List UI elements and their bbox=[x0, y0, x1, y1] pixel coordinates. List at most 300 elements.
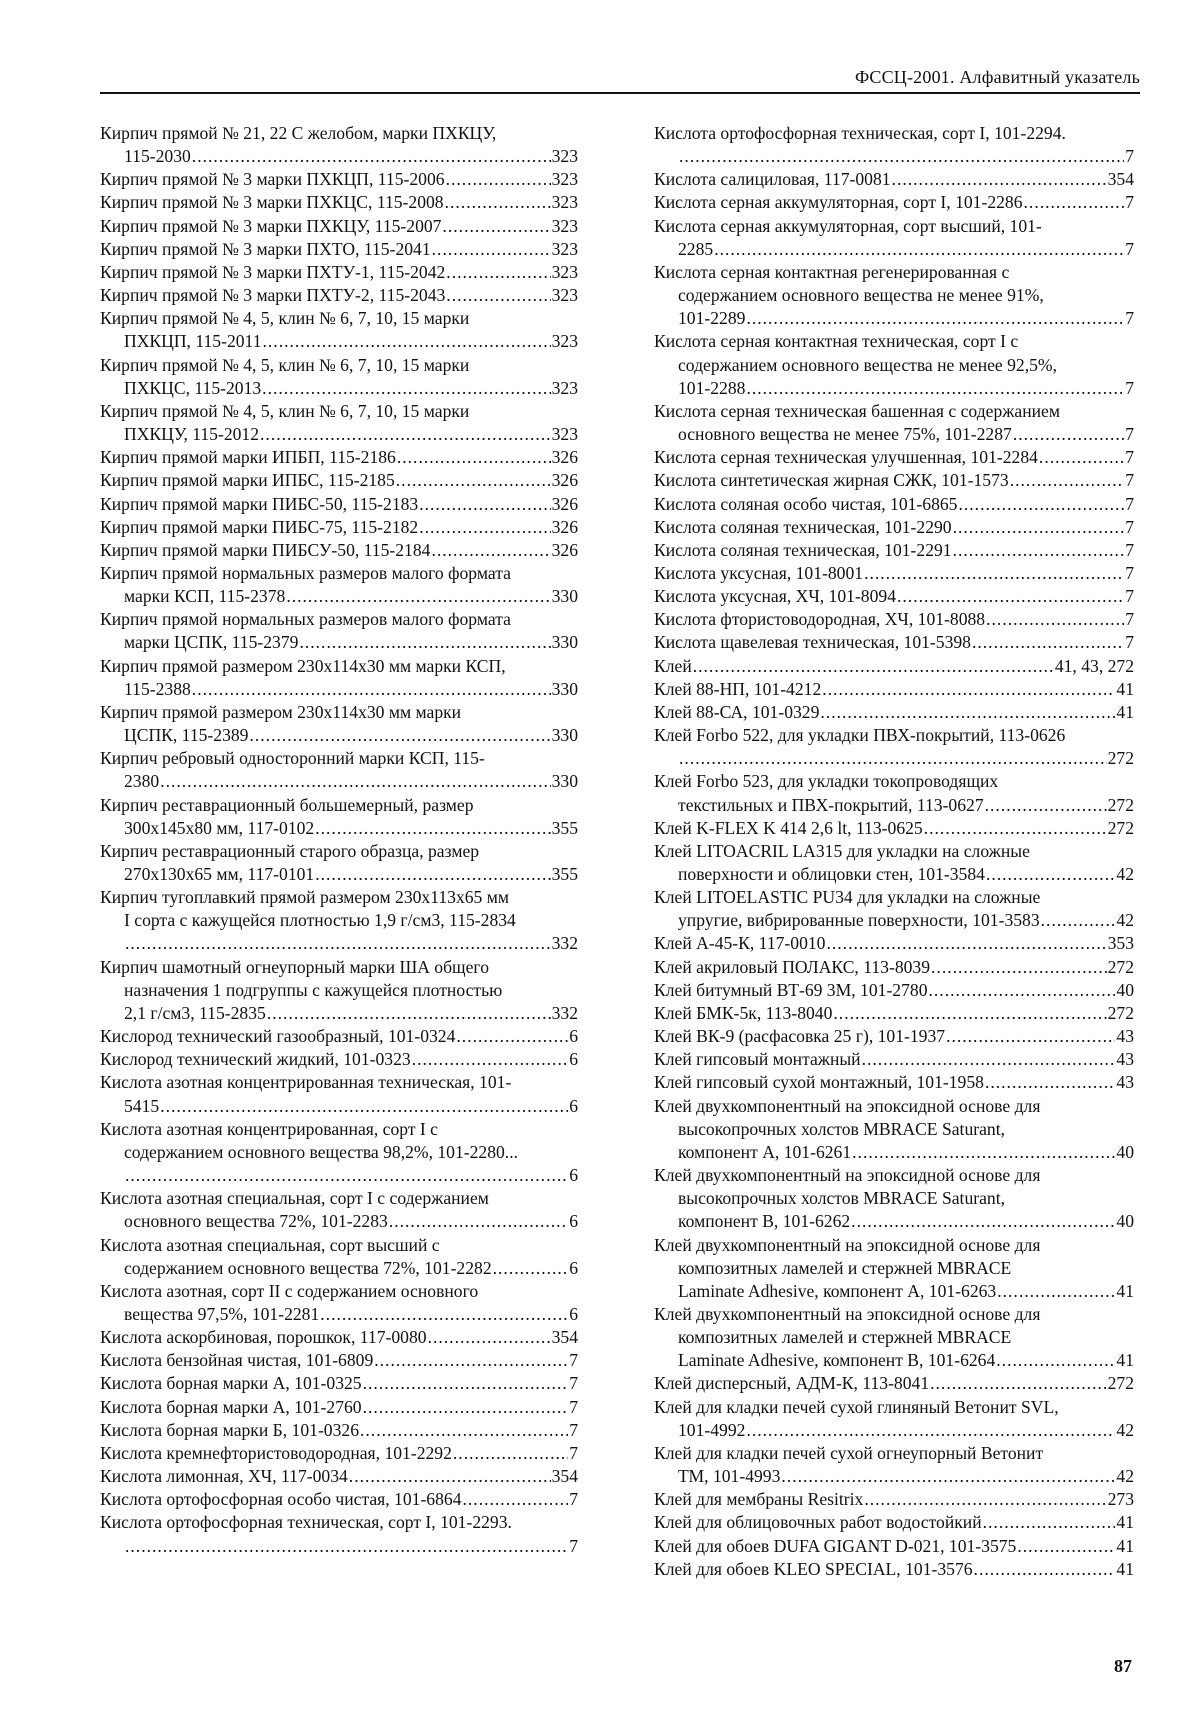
entry-term: Клей K-FLEX K 414 2,6 lt, 113-0625 bbox=[654, 817, 923, 838]
entry-term: Клей гипсовый монтажный bbox=[654, 1049, 861, 1070]
entry-term: Кирпич прямой нормальных размеров малого формата bbox=[100, 609, 511, 630]
entry-page-ref: 41 bbox=[1116, 678, 1134, 699]
index-entry bbox=[100, 446, 578, 469]
entry-term: Кирпич прямой № 21, 22 С желобом, марки ПХКЦУ, bbox=[100, 123, 497, 143]
entry-tail: ПХКЦП, 115-2011 bbox=[124, 331, 262, 352]
entry-term: Кислород технический газообразный, 101-0324 bbox=[100, 1026, 456, 1047]
index-entry bbox=[654, 1511, 1134, 1534]
entry-page-ref: 7 bbox=[1125, 539, 1134, 560]
entry-term: Кирпич прямой № 4, 5, клин № 6, 7, 10, 15 марки bbox=[100, 308, 470, 329]
index-entry bbox=[100, 1349, 578, 1372]
leader-dots bbox=[363, 1396, 569, 1419]
index-entry bbox=[654, 1164, 1134, 1233]
entry-page-ref: 43 bbox=[1116, 1049, 1134, 1070]
leader-dots bbox=[374, 1349, 568, 1372]
entry-page-ref: 6 bbox=[569, 1049, 578, 1070]
index-entry bbox=[654, 469, 1134, 492]
entry-page-ref: 42 bbox=[1116, 1466, 1134, 1487]
entry-term: Кислота уксусная, ХЧ, 101-8094 bbox=[654, 586, 896, 607]
index-entry bbox=[100, 516, 578, 539]
entry-page-ref: 41 bbox=[1116, 1558, 1134, 1579]
entry-term: Кирпич тугоплавкий прямой размером 230х113х65 мм bbox=[100, 887, 510, 908]
index-entry bbox=[654, 655, 1134, 678]
index-entry bbox=[654, 191, 1134, 214]
entry-term: Кирпич прямой № 3 марки ПХКЦС, 115-2008 bbox=[100, 192, 444, 213]
leader-dots bbox=[679, 747, 1107, 770]
entry-term: Кирпич прямой № 3 марки ПХКЦУ, 115-2007 bbox=[100, 215, 442, 236]
entry-page-ref: 42 bbox=[1116, 864, 1134, 884]
entry-page-ref: 7 bbox=[569, 1373, 578, 1394]
entry-continuation: содержанием основного вещества 98,2%, 101-2280... bbox=[124, 1141, 519, 1162]
index-entry bbox=[654, 261, 1134, 330]
entry-term: Кислота серная техническая башенная с содержанием bbox=[654, 400, 1060, 421]
entry-tail: вещества 97,5%, 101-2281 bbox=[124, 1303, 320, 1324]
index-entry bbox=[100, 238, 578, 261]
entry-term: Клей для мембраны Resitrix bbox=[654, 1489, 864, 1510]
entry-page-ref: 273 bbox=[1107, 1489, 1134, 1510]
entry-page-ref: 354 bbox=[551, 1327, 578, 1348]
entry-page-ref: 7 bbox=[1125, 562, 1134, 583]
leader-dots bbox=[862, 1048, 1116, 1071]
index-entry bbox=[100, 655, 578, 701]
entry-page-ref: 7 bbox=[1125, 493, 1134, 514]
index-entry bbox=[654, 608, 1134, 631]
index-entry bbox=[100, 608, 578, 654]
leader-dots bbox=[1024, 191, 1125, 214]
leader-dots bbox=[493, 1257, 569, 1280]
leader-dots bbox=[125, 1164, 568, 1187]
index-entry bbox=[654, 678, 1134, 701]
entry-page-ref: 323 bbox=[551, 285, 578, 306]
index-entry bbox=[100, 168, 578, 191]
entry-term: Кислота азотная концентрированная техническая, 101- bbox=[100, 1072, 512, 1093]
leader-dots bbox=[396, 469, 551, 492]
entry-term: Кислота синтетическая жирная СЖК, 101-1573 bbox=[654, 470, 1009, 491]
entry-page-ref: 40 bbox=[1116, 1211, 1134, 1232]
entry-page-ref: 330 bbox=[551, 678, 578, 699]
leader-dots bbox=[260, 423, 551, 446]
leader-dots bbox=[431, 539, 550, 562]
entry-page-ref: 332 bbox=[551, 1002, 578, 1023]
entry-tail: 300х145х80 мм, 117-0102 bbox=[124, 817, 315, 838]
index-entry bbox=[654, 701, 1134, 724]
entry-term: Клей двухкомпонентный на эпоксидной основе для bbox=[654, 1165, 1041, 1186]
entry-term: Кирпич прямой № 3 марки ПХТУ-1, 115-2042 bbox=[100, 261, 446, 282]
index-entry bbox=[654, 400, 1134, 446]
entry-term: Кирпич прямой нормальных размеров малого формата bbox=[100, 562, 511, 583]
entry-term: Кислота щавелевая техническая, 101-5398 bbox=[654, 632, 971, 653]
entry-term: Кислота уксусная, 101-8001 bbox=[654, 562, 864, 583]
leader-dots bbox=[930, 1372, 1106, 1395]
leader-dots bbox=[263, 330, 551, 353]
entry-term: Кислота лимонная, ХЧ, 117-0034 bbox=[100, 1466, 348, 1487]
entry-term: Клей для облицовочных работ водостойкий bbox=[654, 1512, 982, 1533]
entry-term: Клей гипсовый сухой монтажный, 101-1958 bbox=[654, 1072, 984, 1093]
entry-page-ref: 323 bbox=[551, 146, 578, 167]
index-entry bbox=[654, 886, 1134, 932]
entry-page-ref: 7 bbox=[1125, 609, 1134, 630]
entry-term: Кирпич прямой № 3 марки ПХТУ-2, 115-2043 bbox=[100, 285, 446, 306]
index-entry bbox=[654, 1535, 1134, 1558]
entry-tail: 101-2289 bbox=[678, 308, 746, 329]
index-entry bbox=[654, 330, 1134, 399]
entry-term: Клей А-45-К, 117-0010 bbox=[654, 933, 826, 954]
entry-page-ref: 355 bbox=[551, 817, 578, 838]
entry-page-ref: 42 bbox=[1116, 910, 1134, 931]
entry-page-ref: 326 bbox=[551, 516, 578, 537]
entry-tail: марки ЦСПК, 115-2379 bbox=[124, 632, 299, 653]
leader-dots bbox=[781, 1465, 1115, 1488]
entry-continuation: композитных ламелей и стержней MBRACE bbox=[678, 1257, 1012, 1278]
entry-term: Кислота кремнефтористоводородная, 101-2292 bbox=[100, 1442, 452, 1463]
leader-dots bbox=[389, 1210, 568, 1233]
entry-term: Кирпич шамотный огнеупорный марки ША общего bbox=[100, 956, 489, 977]
leader-dots bbox=[833, 1002, 1106, 1025]
leader-dots bbox=[446, 261, 550, 284]
entry-tail: 2285 bbox=[678, 238, 714, 259]
leader-dots bbox=[463, 1488, 569, 1511]
entry-page-ref: 7 bbox=[1125, 632, 1134, 653]
entry-continuation: содержанием основного вещества не менее 92,5%, bbox=[678, 354, 1057, 375]
entry-term: Кислота ортофосфорная техническая, сорт I, 101-2294. bbox=[654, 123, 1066, 143]
leader-dots bbox=[946, 1025, 1115, 1048]
leader-dots bbox=[360, 1419, 568, 1442]
leader-dots bbox=[852, 1141, 1115, 1164]
entry-term: Клей двухкомпонентный на эпоксидной основе для bbox=[654, 1095, 1041, 1116]
index-entry bbox=[100, 354, 578, 400]
index-entry bbox=[100, 1025, 578, 1048]
entry-tail: ПХКЦС, 115-2013 bbox=[124, 377, 262, 398]
entry-tail: ЦСПК, 115-2389 bbox=[124, 725, 249, 746]
leader-dots bbox=[286, 585, 550, 608]
leader-dots bbox=[897, 585, 1124, 608]
entry-term: Кирпич прямой № 4, 5, клин № 6, 7, 10, 15 марки bbox=[100, 354, 470, 375]
leader-dots bbox=[714, 238, 1124, 261]
index-entry bbox=[654, 932, 1134, 955]
leader-dots bbox=[929, 979, 1116, 1002]
entry-page-ref: 40 bbox=[1116, 979, 1134, 1000]
entry-tail: основного вещества 72%, 101-2283 bbox=[124, 1211, 388, 1232]
entry-page-ref: 326 bbox=[551, 447, 578, 468]
entry-continuation: композитных ламелей и стержней MBRACE bbox=[678, 1327, 1012, 1348]
entry-term: Клей БМК-5к, 113-8040 bbox=[654, 1002, 833, 1023]
leader-dots bbox=[986, 863, 1115, 886]
entry-page-ref: 41 bbox=[1116, 1280, 1134, 1301]
entry-continuation: высокопрочных холстов MBRACE Saturant, bbox=[678, 1188, 1005, 1209]
entry-term: Клей LITOACRIL LA315 для укладки на сложные bbox=[654, 840, 1030, 861]
entry-term: Клей двухкомпонентный на эпоксидной основе для bbox=[654, 1234, 1041, 1255]
entry-term: Кислота серная аккумуляторная, сорт I, 101-2286 bbox=[654, 192, 1023, 213]
entry-term: Кирпич прямой марки ИПБС, 115-2185 bbox=[100, 470, 395, 491]
entry-term: Кислота фтористоводородная, ХЧ, 101-8088 bbox=[654, 609, 986, 630]
index-entry bbox=[654, 1558, 1134, 1581]
entry-page-ref: 7 bbox=[1125, 308, 1134, 329]
entry-page-ref: 6 bbox=[569, 1257, 578, 1278]
index-entry bbox=[100, 1511, 578, 1557]
entry-page-ref: 41 bbox=[1116, 1535, 1134, 1556]
entry-term: Кирпич прямой № 4, 5, клин № 6, 7, 10, 15 марки bbox=[100, 400, 470, 421]
entry-page-ref: 323 bbox=[551, 238, 578, 259]
leader-dots bbox=[446, 284, 550, 307]
entry-page-ref: 7 bbox=[1125, 470, 1134, 491]
entry-term: Кирпич прямой марки ПИБС-75, 115-2182 bbox=[100, 516, 419, 537]
entry-page-ref: 7 bbox=[1125, 424, 1134, 445]
index-entry bbox=[654, 1396, 1134, 1442]
entry-page-ref: 272 bbox=[1107, 1002, 1134, 1023]
entry-term: Кислота борная марки А, 101-0325 bbox=[100, 1373, 362, 1394]
entry-term: Клей для обоев DUFA GIGANT D-021, 101-3575 bbox=[654, 1535, 1017, 1556]
entry-term: Клей Forbo 522, для укладки ПВХ-покрытий, 113-0626 bbox=[654, 725, 1066, 746]
entry-tail: марки КСП, 115-2378 bbox=[124, 586, 286, 607]
index-entry bbox=[100, 1326, 578, 1349]
entry-tail: Laminate Adhesive, компонент В, 101-6264 bbox=[678, 1350, 996, 1371]
entry-term: Кирпич ребровый односторонний марки КСП, 115- bbox=[100, 748, 485, 769]
leader-dots bbox=[442, 215, 550, 238]
entry-page-ref: 7 bbox=[569, 1419, 578, 1440]
leader-dots bbox=[746, 1419, 1115, 1442]
leader-dots bbox=[315, 863, 550, 886]
entry-tail: 115-2030 bbox=[124, 146, 191, 167]
entry-term: Кислота азотная концентрированная, сорт I с bbox=[100, 1118, 438, 1139]
leader-dots bbox=[320, 1303, 568, 1326]
entry-term: Кислота серная аккумуляторная, сорт высший, 101- bbox=[654, 215, 1042, 236]
index-entry bbox=[100, 1234, 578, 1280]
index-entry bbox=[100, 1465, 578, 1488]
index-column-left bbox=[100, 122, 578, 1558]
leader-dots bbox=[192, 678, 551, 701]
entry-term: Клей для кладки печей сухой глиняный Ветонит SVL, bbox=[654, 1396, 1059, 1417]
leader-dots bbox=[985, 794, 1107, 817]
index-entry bbox=[100, 747, 578, 793]
entry-tail: 101-2288 bbox=[678, 377, 746, 398]
index-entry bbox=[100, 1372, 578, 1395]
leader-dots bbox=[249, 724, 550, 747]
entry-continuation: I сорта с кажущейся плотностью 1,9 г/см3, 115-2834 bbox=[124, 910, 516, 931]
entry-term: Клей LITOELASTIC PU34 для укладки на сложные bbox=[654, 887, 1041, 908]
entry-page-ref: 272 bbox=[1107, 956, 1134, 977]
index-entry bbox=[100, 1488, 578, 1511]
entry-page-ref: 43 bbox=[1116, 1026, 1134, 1047]
leader-dots bbox=[693, 655, 1054, 678]
index-entry bbox=[100, 539, 578, 562]
entry-continuation: назначения 1 подгруппы с кажущейся плотностью bbox=[124, 979, 503, 1000]
entry-page-ref: 272 bbox=[1107, 794, 1134, 815]
leader-dots bbox=[299, 631, 550, 654]
index-entry bbox=[654, 539, 1134, 562]
entry-page-ref: 43 bbox=[1116, 1072, 1134, 1093]
index-entry bbox=[654, 1234, 1134, 1303]
leader-dots bbox=[746, 377, 1124, 400]
leader-dots bbox=[1039, 446, 1124, 469]
entry-page-ref: 7 bbox=[569, 1396, 578, 1417]
leader-dots bbox=[419, 493, 550, 516]
leader-dots bbox=[160, 1095, 568, 1118]
entry-page-ref: 323 bbox=[551, 424, 578, 445]
entry-tail: 270х130х65 мм, 117-0101 bbox=[124, 864, 315, 884]
entry-tail: упругие, вибрированные поверхности, 101-3583 bbox=[678, 910, 1040, 931]
page-number: 87 bbox=[1114, 1656, 1132, 1676]
index-entry bbox=[654, 956, 1134, 979]
entry-term: Кислота ортофосфорная техническая, сорт I, 101-2293. bbox=[100, 1512, 512, 1533]
index-entry bbox=[100, 1419, 578, 1442]
entry-term: Кислота серная техническая улучшенная, 101-2284 bbox=[654, 447, 1038, 468]
leader-dots bbox=[983, 1511, 1116, 1534]
index-entry bbox=[654, 1048, 1134, 1071]
leader-dots bbox=[958, 493, 1124, 516]
entry-tail: 101-4992 bbox=[678, 1419, 746, 1440]
leader-dots bbox=[125, 932, 551, 955]
entry-page-ref: 7 bbox=[1125, 447, 1134, 468]
entry-term: Кислота азотная, сорт II с содержанием основного bbox=[100, 1280, 479, 1301]
index-entry bbox=[100, 1187, 578, 1233]
entry-page-ref: 326 bbox=[551, 493, 578, 514]
entry-page-ref: 323 bbox=[551, 331, 578, 352]
entry-tail: 2380 bbox=[124, 771, 160, 792]
entry-page-ref: 7 bbox=[569, 1535, 578, 1556]
entry-tail: компонент А, 101-6261 bbox=[678, 1141, 852, 1162]
entry-term: Клей ВК-9 (расфасовка 25 г), 101-1937 bbox=[654, 1026, 946, 1047]
entry-page-ref: 6 bbox=[569, 1095, 578, 1116]
leader-dots bbox=[453, 1442, 568, 1465]
entry-page-ref: 330 bbox=[551, 586, 578, 607]
entry-page-ref: 354 bbox=[551, 1466, 578, 1487]
leader-dots bbox=[864, 1488, 1106, 1511]
entry-page-ref: 326 bbox=[551, 470, 578, 491]
leader-dots bbox=[432, 238, 551, 261]
index-entry bbox=[100, 307, 578, 353]
index-entry bbox=[654, 215, 1134, 261]
leader-dots bbox=[1041, 909, 1116, 932]
leader-dots bbox=[892, 168, 1107, 191]
entry-page-ref: 6 bbox=[569, 1165, 578, 1186]
entry-page-ref: 330 bbox=[551, 771, 578, 792]
entry-tail: содержанием основного вещества 72%, 101-2282 bbox=[124, 1257, 492, 1278]
leader-dots bbox=[826, 932, 1106, 955]
entry-page-ref: 40 bbox=[1116, 1141, 1134, 1162]
entry-tail: 5415 bbox=[124, 1095, 160, 1116]
index-entry bbox=[100, 840, 578, 886]
index-entry bbox=[100, 1118, 578, 1187]
entry-term: Кислота салициловая, 117-0081 bbox=[654, 169, 891, 190]
index-entry bbox=[654, 1303, 1134, 1372]
index-entry bbox=[100, 493, 578, 516]
entry-tail: ТМ, 101-4993 bbox=[678, 1466, 781, 1487]
index-entry bbox=[654, 817, 1134, 840]
index-entry bbox=[654, 1442, 1134, 1488]
index-entry bbox=[100, 284, 578, 307]
entry-term: Кирпич прямой размером 230х114х30 мм марки bbox=[100, 701, 462, 722]
entry-term: Кислота аскорбиновая, порошкок, 117-0080 bbox=[100, 1327, 427, 1348]
entry-term: Кирпич реставрационный большемерный, размер bbox=[100, 794, 474, 815]
index-entry bbox=[100, 469, 578, 492]
index-entry bbox=[100, 122, 578, 168]
entry-page-ref: 7 bbox=[569, 1350, 578, 1371]
index-entry bbox=[100, 400, 578, 446]
entry-continuation: высокопрочных холстов MBRACE Saturant, bbox=[678, 1118, 1005, 1139]
entry-page-ref: 7 bbox=[1125, 192, 1134, 213]
leader-dots bbox=[192, 145, 551, 168]
entry-page-ref: 41 bbox=[1116, 701, 1134, 722]
entry-continuation: содержанием основного вещества не менее 91%, bbox=[678, 285, 1044, 306]
entry-page-ref: 272 bbox=[1107, 748, 1134, 769]
entry-page-ref: 323 bbox=[551, 169, 578, 190]
leader-dots bbox=[412, 1048, 569, 1071]
entry-term: Кислота азотная специальная, сорт I с содержанием bbox=[100, 1188, 489, 1209]
entry-page-ref: 7 bbox=[1125, 377, 1134, 398]
leader-dots bbox=[985, 1071, 1115, 1094]
entry-page-ref: 7 bbox=[1125, 516, 1134, 537]
entry-term: Клей 88-СА, 101-0329 bbox=[654, 701, 820, 722]
entry-page-ref: 354 bbox=[1107, 169, 1134, 190]
leader-dots bbox=[1010, 469, 1125, 492]
entry-tail: ПХКЦУ, 115-2012 bbox=[124, 424, 260, 445]
entry-term: Клей битумный ВТ-69 3М, 101-2780 bbox=[654, 979, 928, 1000]
entry-page-ref: 323 bbox=[551, 192, 578, 213]
index-entry bbox=[100, 1442, 578, 1465]
entry-term: Кирпич реставрационный старого образца, размер bbox=[100, 840, 480, 861]
leader-dots bbox=[419, 516, 550, 539]
index-entry bbox=[654, 1002, 1134, 1025]
entry-page-ref: 41 bbox=[1116, 1350, 1134, 1371]
index-entry bbox=[100, 562, 578, 608]
leader-dots bbox=[986, 608, 1124, 631]
leader-dots bbox=[924, 817, 1107, 840]
entry-term: Кислота соляная техническая, 101-2290 bbox=[654, 516, 952, 537]
leader-dots bbox=[397, 446, 551, 469]
index-entry bbox=[654, 122, 1134, 168]
index-entry bbox=[654, 562, 1134, 585]
index-entry bbox=[654, 1071, 1134, 1094]
entry-term: Клей Forbo 523, для укладки токопроводящих bbox=[654, 771, 999, 792]
leader-dots bbox=[446, 168, 551, 191]
index-entry bbox=[654, 1095, 1134, 1164]
entry-tail: 115-2388 bbox=[124, 678, 191, 699]
entry-term: Кислота соляная техническая, 101-2291 bbox=[654, 539, 952, 560]
entry-page-ref: 330 bbox=[551, 725, 578, 746]
running-header bbox=[100, 64, 1140, 94]
entry-page-ref: 6 bbox=[569, 1211, 578, 1232]
leader-dots bbox=[445, 191, 551, 214]
entry-term: Кирпич прямой марки ПИБС-50, 115-2183 bbox=[100, 493, 419, 514]
entry-term: Кирпич прямой № 3 марки ПХКЦП, 115-2006 bbox=[100, 169, 445, 190]
index-entry bbox=[654, 631, 1134, 654]
leader-dots bbox=[996, 1349, 1115, 1372]
entry-page-ref: 355 bbox=[551, 864, 578, 884]
leader-dots bbox=[820, 701, 1115, 724]
entry-page-ref: 7 bbox=[1125, 238, 1134, 259]
leader-dots bbox=[997, 1280, 1115, 1303]
entry-page-ref: 323 bbox=[551, 377, 578, 398]
index-entry bbox=[654, 516, 1134, 539]
index-entry bbox=[654, 1488, 1134, 1511]
leader-dots bbox=[953, 539, 1125, 562]
leader-dots bbox=[953, 516, 1125, 539]
index-entry bbox=[100, 1071, 578, 1117]
entry-page-ref: 272 bbox=[1107, 1373, 1134, 1394]
index-entry bbox=[100, 215, 578, 238]
entry-page-ref: 7 bbox=[1125, 586, 1134, 607]
index-entry bbox=[654, 1372, 1134, 1395]
entry-page-ref: 6 bbox=[569, 1026, 578, 1047]
leader-dots bbox=[746, 307, 1124, 330]
entry-page-ref: 7 bbox=[569, 1442, 578, 1463]
entry-page-ref: 272 bbox=[1107, 817, 1134, 838]
entry-tail: компонент В, 101-6262 bbox=[678, 1211, 851, 1232]
index-entry bbox=[100, 1396, 578, 1419]
index-entry bbox=[654, 724, 1134, 770]
entry-term: Клей для обоев KLEO SPECIAL, 101-3576 bbox=[654, 1558, 973, 1579]
entry-term: Кислота борная марки А, 101-2760 bbox=[100, 1396, 362, 1417]
